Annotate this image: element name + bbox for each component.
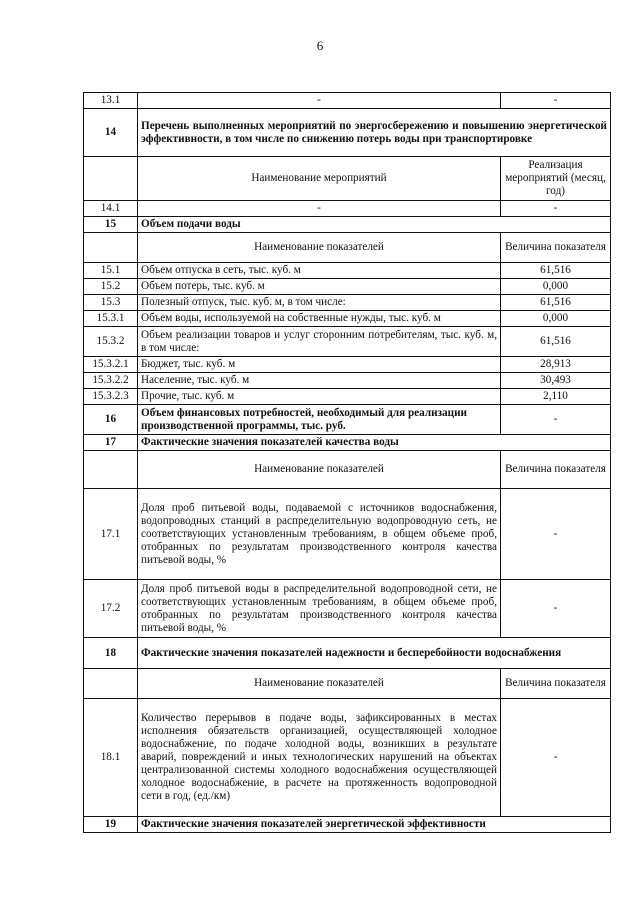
column-header-value: Величина показателя — [501, 451, 611, 489]
page-number: 6 — [316, 38, 324, 53]
section-row — [84, 217, 611, 233]
header-row — [84, 233, 611, 263]
row-number: 17.1 — [84, 489, 138, 580]
row-name: Объем реализации товаров и услуг сторонним потребителям, тыс. куб. м, в том числе: — [138, 327, 501, 357]
section-row — [84, 817, 611, 833]
table-row — [84, 489, 611, 580]
row-number: 15.3 — [84, 295, 138, 311]
row-number: 15.3.2.2 — [84, 373, 138, 389]
table-row — [84, 311, 611, 327]
section-title: Фактические значения показателей энергетической эффективности — [138, 817, 611, 833]
section-number: 18 — [84, 638, 138, 669]
section-row — [84, 109, 611, 157]
row-value: - — [501, 405, 611, 435]
section-number: 14 — [84, 109, 138, 157]
row-value: - — [501, 489, 611, 580]
row-number: 15.3.2.1 — [84, 357, 138, 373]
row-value: - — [501, 580, 611, 638]
column-header-name: Наименование мероприятий — [138, 157, 501, 201]
section-number: 16 — [84, 405, 138, 435]
row-number: 14.1 — [84, 201, 138, 217]
table-row — [84, 201, 611, 217]
row-number: 13.1 — [84, 93, 138, 109]
row-name: Объем отпуска в сеть, тыс. куб. м — [138, 263, 501, 279]
section-row — [84, 638, 611, 669]
report-table — [83, 92, 611, 833]
row-name: Полезный отпуск, тыс. куб. м, в том числе: — [138, 295, 501, 311]
row-name: Объем потерь, тыс. куб. м — [138, 279, 501, 295]
table-row — [84, 580, 611, 638]
section-title: Объем подачи воды — [138, 217, 611, 233]
table-row — [84, 373, 611, 389]
section-number: 15 — [84, 217, 138, 233]
column-header-name: Наименование показателей — [138, 233, 501, 263]
section-row — [84, 405, 611, 435]
row-value: 2,110 — [501, 389, 611, 405]
section-title: Фактические значения показателей надежности и бесперебойности водоснабжения — [138, 638, 611, 669]
section-title: Перечень выполненных мероприятий по энергосбережению и повышению энергетической эффективности, в том числе по снижению потерь воды при транспортировке — [138, 109, 611, 157]
header-row — [84, 157, 611, 201]
row-value: 61,516 — [501, 327, 611, 357]
row-name: - — [138, 93, 501, 109]
section-title: Фактические значения показателей качества воды — [138, 435, 611, 451]
table-row — [84, 263, 611, 279]
row-name: Прочие, тыс. куб. м — [138, 389, 501, 405]
row-name: Бюджет, тыс. куб. м — [138, 357, 501, 373]
row-value: 61,516 — [501, 263, 611, 279]
row-name: - — [138, 201, 501, 217]
header-row — [84, 451, 611, 489]
table-row — [84, 389, 611, 405]
row-name: Количество перерывов в подаче воды, зафиксированных в местах исполнения обязательств организацией, осуществляющей холодное водоснабжение, по подаче холодной воды, возникших в результате аварий, повреждений и иных технологических нарушений на объектах централизованной системы холодного водоснабжения осуществляющей холодное водоснабжение, в расчете на протяженность водопроводной сети в год, (ед./км) — [138, 699, 501, 817]
table-row — [84, 327, 611, 357]
row-name: Доля проб питьевой воды в распределительной водопроводной сети, не соответствующих установленным требованиям, в общем объеме проб, отобранных по результатам производственного контроля качества питьевой воды, % — [138, 580, 501, 638]
row-value: - — [501, 699, 611, 817]
row-value: - — [501, 201, 611, 217]
row-number: 15.3.2.3 — [84, 389, 138, 405]
row-value: - — [501, 93, 611, 109]
table-row — [84, 699, 611, 817]
column-header-name: Наименование показателей — [138, 669, 501, 699]
column-header-value: Величина показателя — [501, 669, 611, 699]
row-value: 0,000 — [501, 311, 611, 327]
row-value: 30,493 — [501, 373, 611, 389]
column-header-value: Величина показателя — [501, 233, 611, 263]
table-row — [84, 295, 611, 311]
row-number: 15.1 — [84, 263, 138, 279]
row-value: 61,516 — [501, 295, 611, 311]
row-number: 18.1 — [84, 699, 138, 817]
table-row — [84, 93, 611, 109]
header-row — [84, 669, 611, 699]
row-name: Доля проб питьевой воды, подаваемой с источников водоснабжения, водопроводных станций в распределительную водопроводную сеть, не соответствующих установленным требованиям, в общем объеме проб, отобранных по результатам производственного контроля качества питьевой воды, % — [138, 489, 501, 580]
row-value: 28,913 — [501, 357, 611, 373]
table-row — [84, 357, 611, 373]
section-number: 19 — [84, 817, 138, 833]
row-name: Объем воды, используемой на собственные нужды, тыс. куб. м — [138, 311, 501, 327]
section-number: 17 — [84, 435, 138, 451]
section-title: Объем финансовых потребностей, необходимый для реализации производственной программы, тыс. руб. — [138, 405, 501, 435]
row-value: 0,000 — [501, 279, 611, 295]
row-number: 17.2 — [84, 580, 138, 638]
row-number: 15.3.1 — [84, 311, 138, 327]
row-name: Население, тыс. куб. м — [138, 373, 501, 389]
column-header-name: Наименование показателей — [138, 451, 501, 489]
column-header-value: Реализация мероприятий (месяц, год) — [501, 157, 611, 201]
row-number: 15.3.2 — [84, 327, 138, 357]
section-row — [84, 435, 611, 451]
table-row — [84, 279, 611, 295]
row-number: 15.2 — [84, 279, 138, 295]
